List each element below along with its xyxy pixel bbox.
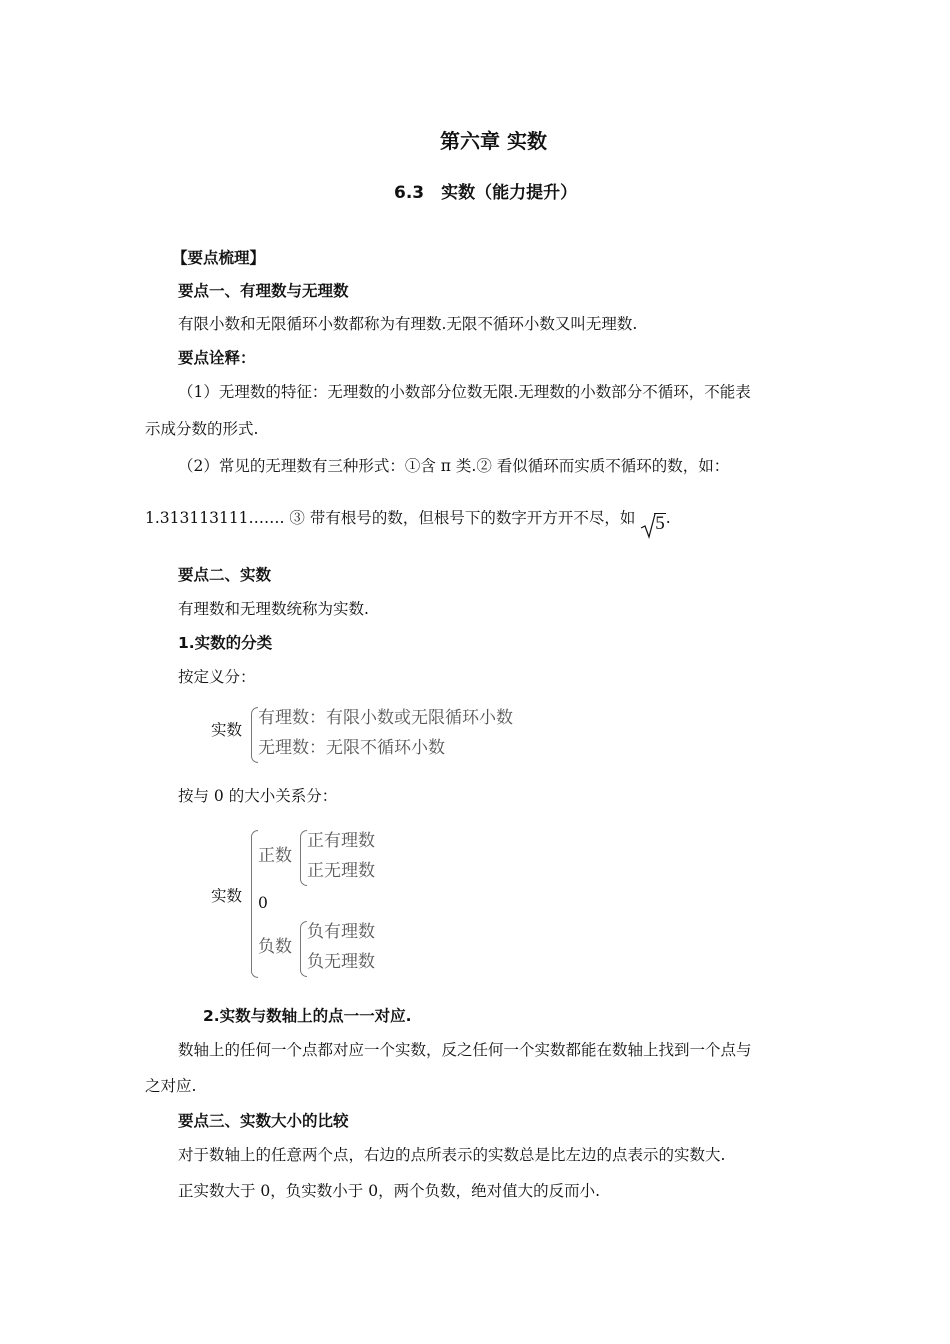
diagram1-item: 无理数：无限不循环小数 bbox=[258, 738, 445, 758]
by-definition-label: 按定义分： bbox=[178, 668, 256, 686]
number-line-line2: 之对应. bbox=[145, 1077, 197, 1095]
point1-heading: 要点一、有理数与无理数 bbox=[178, 282, 349, 300]
note2-line1: （2）常见的无理数有三种形式：①含 π 类.② 看似循环而实质不循环的数，如： bbox=[178, 457, 730, 475]
chapter-title: 第六章 实数 bbox=[440, 129, 547, 153]
diagram1-item: 有理数：有限小数或无限循环小数 bbox=[258, 708, 513, 728]
diagram2-zero: 0 bbox=[258, 894, 268, 912]
note2-line2 bbox=[145, 508, 671, 534]
classification-heading: 1.实数的分类 bbox=[178, 634, 273, 652]
diagram1-root: 实数 bbox=[211, 721, 243, 739]
note-heading: 要点诠释： bbox=[178, 349, 256, 367]
section-title: 6.3 实数（能力提升） bbox=[394, 183, 578, 203]
point3-heading: 要点三、实数大小的比较 bbox=[178, 1112, 349, 1130]
diagram2-positive: 正数 bbox=[258, 846, 292, 866]
brace-icon bbox=[300, 830, 307, 886]
diagram2-negative-item: 负无理数 bbox=[307, 952, 375, 972]
diagram2-root: 实数 bbox=[211, 887, 243, 905]
brace-icon bbox=[251, 707, 258, 763]
sqrt-symbol-icon bbox=[640, 513, 656, 539]
note1-line2: 示成分数的形式. bbox=[145, 420, 259, 438]
point3-line2: 正实数大于 0，负实数小于 0，两个负数，绝对值大的反而小. bbox=[178, 1182, 601, 1200]
sqrt-expression bbox=[640, 513, 666, 534]
diagram2-positive-item: 正无理数 bbox=[307, 861, 375, 881]
diagram2-negative-item: 负有理数 bbox=[307, 922, 375, 942]
point2-heading: 要点二、实数 bbox=[178, 566, 272, 584]
brace-icon bbox=[300, 921, 307, 977]
section-header: 【要点梳理】 bbox=[172, 249, 266, 267]
diagram2-negative: 负数 bbox=[258, 937, 292, 957]
sqrt-end: . bbox=[665, 509, 671, 527]
note2-line2-text: 1.313113111……. ③ 带有根号的数，但根号下的数字开方开不尽，如 bbox=[145, 509, 636, 527]
point2-text: 有理数和无理数统称为实数. bbox=[178, 600, 369, 618]
diagram2-positive-item: 正有理数 bbox=[307, 831, 375, 851]
number-line-line1: 数轴上的任何一个点都对应一个实数，反之任何一个实数都能在数轴上找到一个点与 bbox=[178, 1041, 752, 1059]
point1-text: 有限小数和无限循环小数都称为有理数.无限不循环小数又叫无理数. bbox=[178, 315, 638, 333]
number-line-heading: 2.实数与数轴上的点一一对应. bbox=[203, 1007, 412, 1025]
by-zero-label: 按与 0 的大小关系分： bbox=[178, 787, 338, 805]
point3-line1: 对于数轴上的任意两个点，右边的点所表示的实数总是比左边的点表示的实数大. bbox=[178, 1146, 726, 1164]
brace-icon bbox=[251, 830, 258, 978]
sqrt-radicand: 5 bbox=[655, 513, 665, 534]
note1-line1: （1）无理数的特征：无理数的小数部分位数无限.无理数的小数部分不循环，不能表 bbox=[178, 383, 751, 401]
